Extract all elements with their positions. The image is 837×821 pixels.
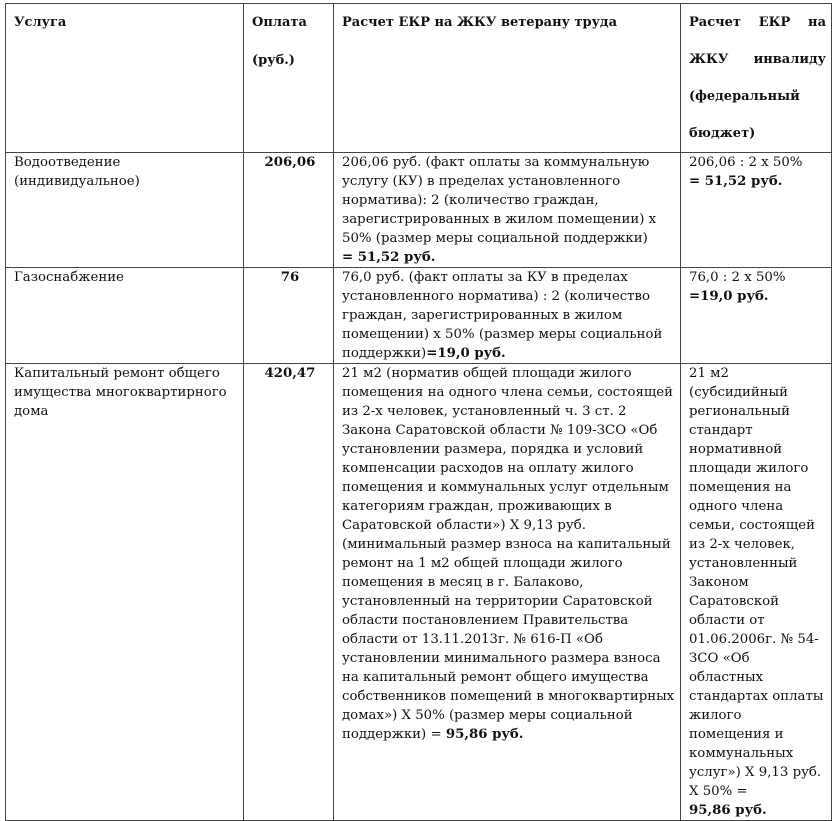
service-cell: Капитальный ремонт общего имущества многоквартирного дома: [6, 364, 244, 821]
table-row: [6, 153, 832, 268]
invalid-calc-cell: 76,0 : 2 х 50% =19,0 руб.: [681, 268, 832, 364]
document: [5, 3, 832, 821]
header-service: Услуга: [6, 4, 244, 153]
calculation-table: [5, 3, 832, 821]
header-row: [6, 4, 832, 153]
header-veteran: Расчет ЕКР на ЖКУ ветерану труда: [334, 4, 681, 153]
veteran-calc-cell: 21 м2 (норматив общей площади жилого помещения на одного члена семьи, состоящей из 2-х человек, установленный ч. 3 ст. 2 Закона Саратовской области № 109-ЗСО «Об установлении размера, порядка и условий компенсации расходов на оплату жилого помещения и коммунальных услуг отдельным категориям граждан, проживающих в Саратовской области») Х 9,13 руб. (минимальный размер взноса на капитальный ремонт на 1 м2 общей площади жилого помещения в месяц в г. Балаково, установленный на территории Саратовской области постановлением Правительства области от 13.11.2013г. № 616-П «Об установлении минимального размера взноса на капитальный ремонт общего имущества собственников помещений в многоквартирных домах») Х 50% (размер меры социальной поддержки) = 95,86 руб.: [334, 364, 681, 821]
table-row: [6, 364, 832, 821]
veteran-calc-cell: 206,06 руб. (факт оплаты за коммунальную услугу (КУ) в пределах установленного норматива): 2 (количество граждан, зарегистрированных в жилом помещении) х 50% (размер меры социальной поддержки) = 51,52 руб.: [334, 153, 681, 268]
payment-cell: 206,06: [244, 153, 334, 268]
service-cell: Водоотведение (индивидуальное): [6, 153, 244, 268]
payment-cell: 420,47: [244, 364, 334, 821]
header-payment: Оплата (руб.): [244, 4, 334, 153]
table-row: [6, 268, 832, 364]
invalid-calc-cell: 21 м2 (субсидийный региональный стандарт нормативной площади жилого помещения на одного члена семьи, состоящей из 2-х человек, установленный Законом Саратовской области от 01.06.2006г. № 54-ЗСО «Об областных стандартах оплаты жилого помещения и коммунальных услуг») Х 9,13 руб. Х 50% = 95,86 руб.: [681, 364, 832, 821]
veteran-calc-cell: 76,0 руб. (факт оплаты за КУ в пределах установленного норматива) : 2 (количество граждан, зарегистрированных в жилом помещении) х 50% (размер меры социальной поддержки)=19,0 руб.: [334, 268, 681, 364]
payment-cell: 76: [244, 268, 334, 364]
header-invalid: Расчет ЕКР на ЖКУ инвалиду (федеральный бюджет): [681, 4, 832, 153]
service-cell: Газоснабжение: [6, 268, 244, 364]
invalid-calc-cell: 206,06 : 2 х 50% = 51,52 руб.: [681, 153, 832, 268]
